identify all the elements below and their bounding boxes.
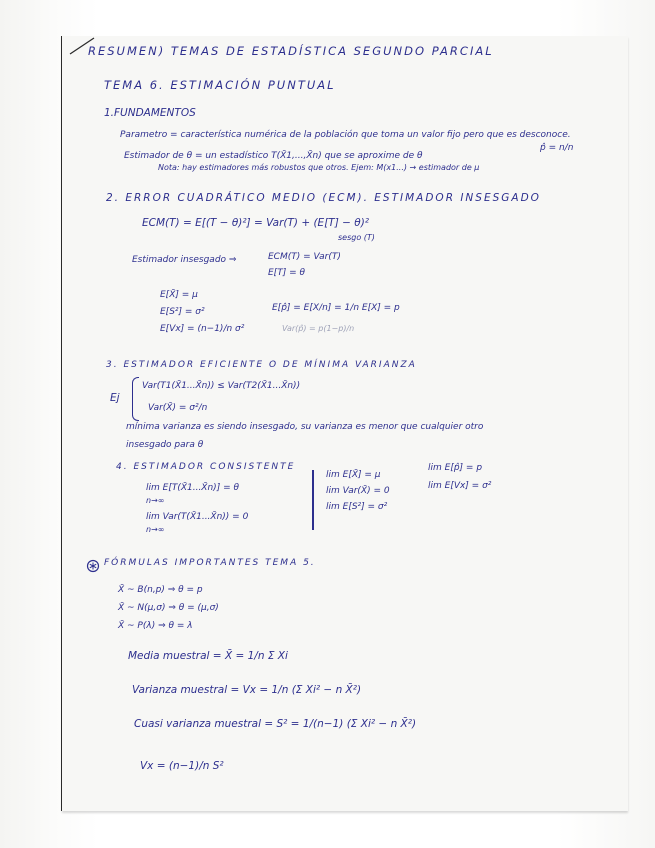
ej-label: Ej [110, 392, 120, 404]
efficiency-inequality: Var(T1(X̄1...X̄n)) ≤ Var(T2(X̄1...X̄n)) [142, 381, 301, 391]
section-4-heading: 4. ESTIMADOR CONSISTENTE [116, 462, 296, 472]
lim-var-mean: lim Var(X̄) = 0 [326, 486, 390, 496]
lim-mean: lim E[X̄] = μ [326, 470, 381, 480]
expectation-mean: E[X̄] = μ [160, 290, 198, 300]
var-mean: Var(X̄) = σ²/n [148, 403, 208, 413]
consistency-limit-1: lim E[T(X̄1...X̄n)] = θ [146, 483, 239, 493]
parametro-definition: Parametro = característica numérica de la población que toma un valor fijo pero que es desconoce. [120, 130, 571, 140]
section-1-heading: 1.FUNDAMENTOS [104, 107, 196, 119]
column-divider [312, 470, 314, 530]
var-p-hat: Var(p̂) = p(1−p)/n [282, 324, 355, 333]
lim-p-hat: lim E[p̂] = p [428, 463, 483, 473]
p-hat-formula: p̂ = n/n [540, 143, 574, 153]
sample-mean-formula: Media muestral = X̄ = 1/n Σ Xi [128, 650, 288, 662]
consistency-limit-2: lim Var(T(X̄1...X̄n)) = 0 [146, 512, 249, 522]
lim-vx: lim E[Vx] = σ² [428, 481, 492, 491]
section-2-heading: 2. ERROR CUADRÁTICO MEDIO (ECM). ESTIMADOR INSESGADO [106, 192, 541, 204]
min-var-note-1: mínima varianza es siendo insesgado, su varianza es menor que cualquier otro [126, 422, 484, 432]
sample-variance-formula: Varianza muestral = Vx = 1/n (Σ Xi² − n X̄²) [132, 684, 362, 696]
nota-robustos: Nota: hay estimadores más robustos que otros. Ejem: M(x1...) → estimador de μ [158, 163, 480, 172]
expectation-vx: E[Vx] = (n−1)/n σ² [160, 324, 245, 334]
limit-subscript-1: n→∞ [146, 496, 165, 505]
insesgado-condition-2: E[T] = θ [268, 268, 305, 278]
poisson-formula: X̄ ~ P(λ) ⇒ θ = λ [118, 621, 193, 631]
sesgo-label: sesgo (T) [338, 233, 375, 242]
limit-subscript-2: n→∞ [146, 525, 165, 534]
estimador-definition: Estimador de θ = un estadístico T(X̄1,...,X̄n) que se aproxime de θ [124, 151, 423, 161]
expectation-s2: E[S²] = σ² [160, 307, 205, 317]
vx-relation-formula: Vx = (n−1)/n S² [140, 760, 224, 772]
quasi-variance-formula: Cuasi varianza muestral = S² = 1/(n−1) (Σ Xi² − n X̄²) [134, 718, 417, 730]
min-var-note-2: insesgado para θ [126, 440, 204, 450]
normal-formula: X̄ ~ N(μ,σ) ⇒ θ = (μ,σ) [118, 603, 219, 613]
circled-star-icon [86, 559, 100, 573]
expectation-p-hat: E[p̂] = E[X/n] = 1/n E[X] = p [272, 303, 400, 313]
section-5-heading: FÓRMULAS IMPORTANTES TEMA 5. [104, 558, 316, 568]
binomial-formula: X̄ ~ B(n,p) ⇒ θ = p [118, 585, 203, 595]
lim-s2: lim E[S²] = σ² [326, 502, 388, 512]
brace-left [132, 377, 139, 421]
section-3-heading: 3. ESTIMADOR EFICIENTE O DE MÍNIMA VARIANZA [106, 360, 417, 370]
page-title: RESUMEN) TEMAS DE ESTADÍSTICA SEGUNDO PARCIAL [88, 44, 494, 58]
insesgado-label: Estimador insesgado ⇒ [132, 255, 237, 265]
ecm-formula: ECM(T) = E[(T − θ)²] = Var(T) + (E[T] − θ)² [142, 217, 370, 229]
insesgado-condition-1: ECM(T) = Var(T) [268, 252, 341, 262]
topic-heading: TEMA 6. ESTIMACIÓN PUNTUAL [104, 78, 336, 92]
